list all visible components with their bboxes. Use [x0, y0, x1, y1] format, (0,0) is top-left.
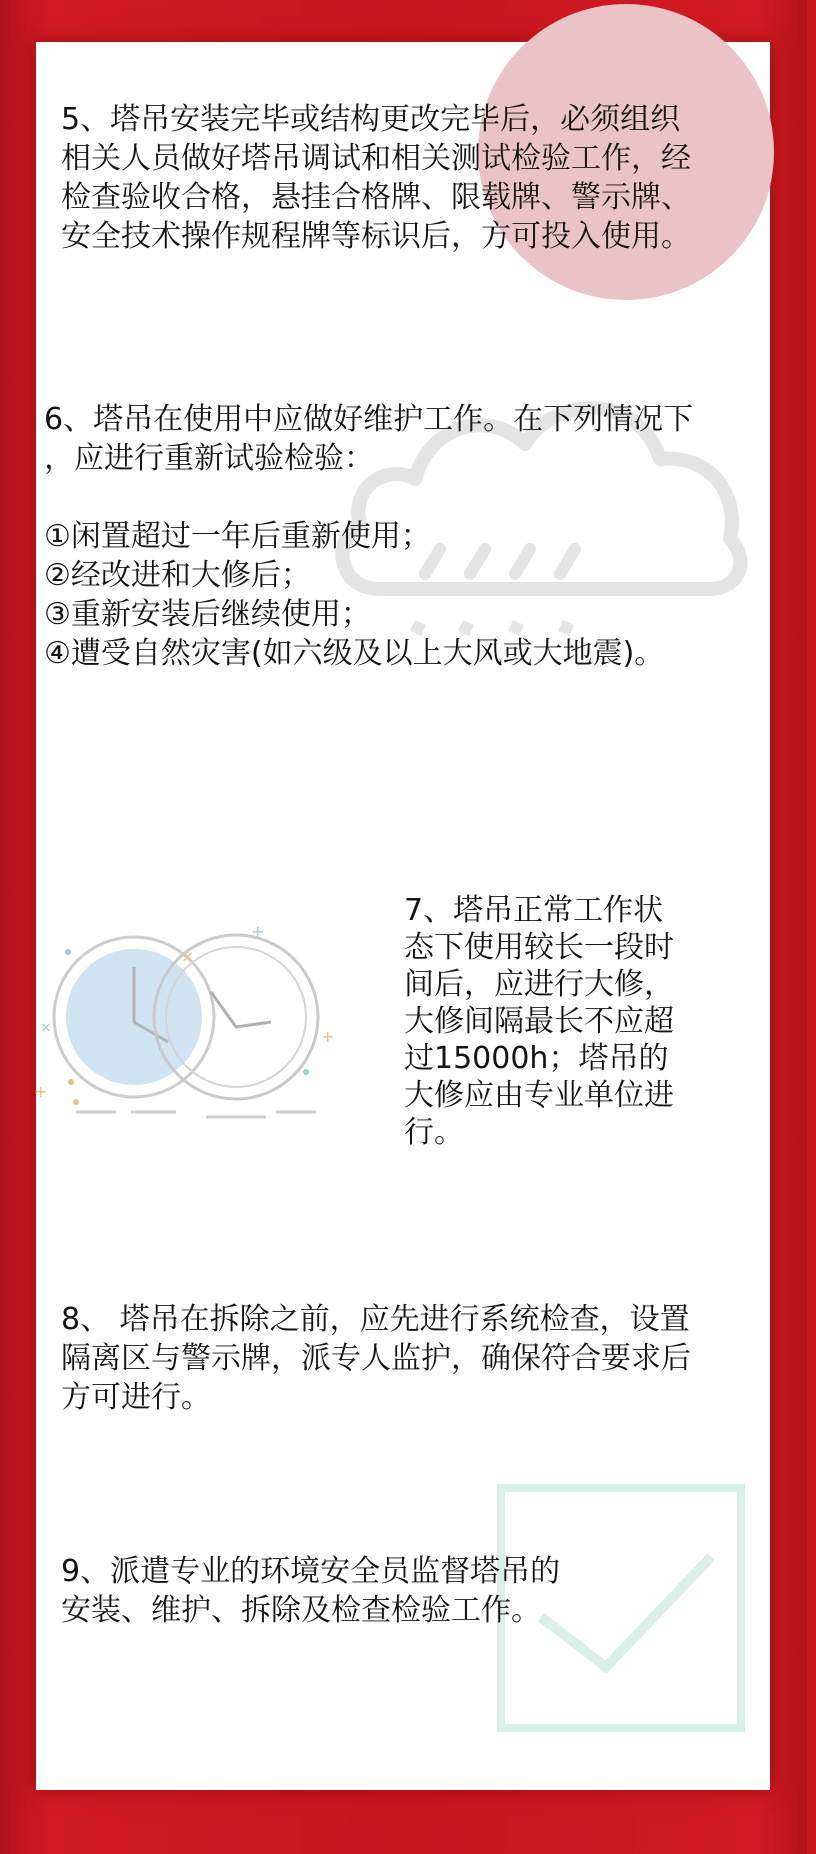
item-5-line: 5、塔吊安装完毕或结构更改完毕后，必须组织	[61, 102, 681, 137]
item-7-line: 行。	[404, 1115, 464, 1150]
item-6-text	[44, 400, 693, 478]
item-5-line: 安全技术操作规程牌等标识后，方可投入使用。	[61, 219, 691, 254]
svg-text:+: +	[321, 1027, 335, 1046]
clock-icon	[36, 892, 346, 1132]
svg-text:×: ×	[181, 947, 195, 966]
item-6-list	[44, 517, 664, 673]
item-7-line: 大修间隔最长不应超	[404, 1004, 674, 1039]
item-7-line: 过15000h；塔吊的	[404, 1041, 669, 1076]
content-panel	[36, 42, 770, 1790]
item-7-line: 态下使用较长一段时	[404, 930, 674, 965]
item-9-line: 9、派遣专业的环境安全员监督塔吊的	[61, 1554, 561, 1589]
item-7-line: 7、塔吊正常工作状	[404, 893, 664, 928]
svg-text:×: ×	[40, 1020, 52, 1036]
item-9-text	[61, 1552, 560, 1630]
item-6-list-item: ④遭受自然灾害(如六级及以上大风或大地震)。	[44, 636, 665, 671]
item-9-line: 安装、维护、拆除及检查检验工作。	[61, 1593, 541, 1628]
svg-text:+: +	[34, 1082, 48, 1101]
item-5-line: 相关人员做好塔吊调试和相关测试检验工作，经	[61, 141, 691, 176]
item-6-list-item: ①闲置超过一年后重新使用；	[44, 519, 431, 554]
item-7-line: 大修应由专业单位进	[404, 1078, 674, 1113]
item-7-text	[404, 892, 674, 1151]
item-8-line: 8、 塔吊在拆除之前，应先进行系统检查，设置	[61, 1302, 690, 1337]
item-5-text	[61, 100, 691, 256]
item-5-line: 检查验收合格，悬挂合格牌、限载牌、警示牌、	[61, 180, 691, 215]
item-8-text	[61, 1300, 691, 1417]
item-6-line: ，应进行重新试验检验：	[44, 441, 374, 476]
item-6-line: 6、塔吊在使用中应做好维护工作。在下列情况下	[44, 402, 694, 437]
item-7-line: 间后，应进行大修，	[404, 967, 674, 1002]
svg-text:+: +	[251, 922, 265, 941]
item-8-line: 隔离区与警示牌，派专人监护，确保符合要求后	[61, 1341, 691, 1376]
item-6-list-item: ③重新安装后继续使用；	[44, 597, 371, 632]
item-6-list-item: ②经改进和大修后；	[44, 558, 311, 593]
item-8-line: 方可进行。	[61, 1380, 211, 1415]
